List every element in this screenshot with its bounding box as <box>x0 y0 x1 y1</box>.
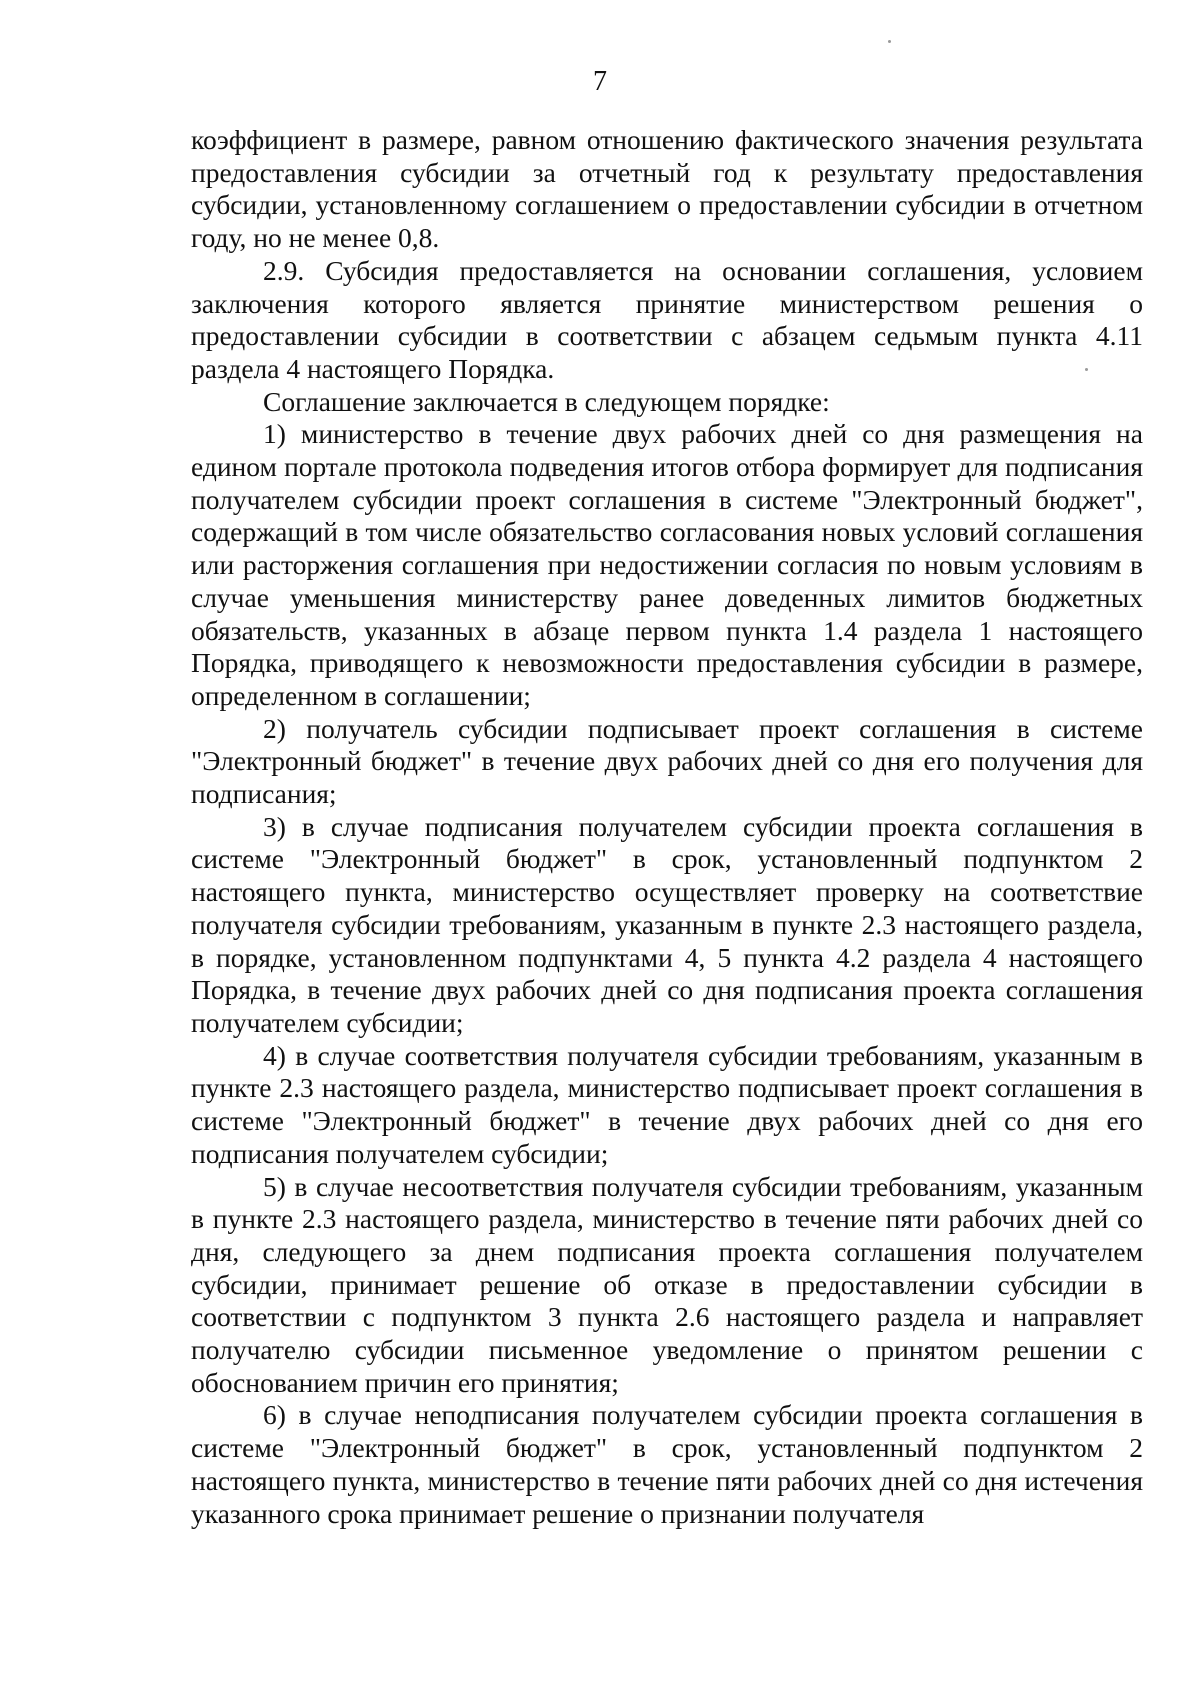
document-body <box>191 124 1143 1530</box>
list-item-5: 5) в случае несоответствия получателя субсидии требованиям, указанным в пункте 2.3 настоящего раздела, министерство в течение пяти рабочих дней со дня, следующего за днем подписания проекта соглашения получателем субсидии, принимает решение об отказе в предоставлении субсидии в соответствии с подпунктом 3 пункта 2.6 настоящего раздела и направляет получателю субсидии письменное уведомление о принятом решении с обоснованием причин его принятия; <box>191 1170 1143 1398</box>
list-item-2: 2) получатель субсидии подписывает проект соглашения в системе "Электронный бюджет" в течение двух рабочих дней со дня его получения для подписания; <box>191 712 1143 810</box>
paragraph-continuation: коэффициент в размере, равном отношению фактического значения результата предоставления субсидии за отчетный год к результату предоставления субсидии, установленному соглашением о предоставлении субсидии в отчетном году, но не менее 0,8. <box>191 124 1143 254</box>
paragraph-agreement-order: Соглашение заключается в следующем порядке: <box>263 385 830 417</box>
paragraph-2-9: 2.9. Субсидия предоставляется на основании соглашения, условием заключения которого является принятие министерством решения о предоставлении субсидии в соответствии с абзацем седьмым пункта 4.11 раздела 4 настоящего Порядка. <box>191 254 1143 384</box>
list-item-4: 4) в случае соответствия получателя субсидии требованиям, указанным в пункте 2.3 настоящего раздела, министерство подписывает проект соглашения в системе "Электронный бюджет" в течение двух рабочих дней со дня его подписания получателем субсидии; <box>191 1039 1143 1169</box>
list-item-3: 3) в случае подписания получателем субсидии проекта соглашения в системе "Электронный бюджет" в срок, установленный подпунктом 2 настоящего пункта, министерство осуществляет проверку на соответствие получателя субсидии требованиям, указанным в пункте 2.3 настоящего раздела, в порядке, установленном подпунктами 4, 5 пункта 4.2 раздела 4 настоящего Порядка, в течение двух рабочих дней со дня подписания проекта соглашения получателем субсидии; <box>191 810 1143 1038</box>
list-item-6: 6) в случае неподписания получателем субсидии проекта соглашения в системе "Электронный бюджет" в срок, установленный подпунктом 2 настоящего пункта, министерство в течение пяти рабочих дней со дня истечения указанного срока принимает решение о признании получателя <box>191 1399 1143 1529</box>
page-number: 7 <box>593 66 607 97</box>
list-item-1: 1) министерство в течение двух рабочих дней со дня размещения на едином портале протокола подведения итогов отбора формирует для подписания получателем субсидии проект соглашения в системе "Электронный бюджет", содержащий в том числе обязательство согласования новых условий соглашения или расторжения соглашения при недостижении согласия по новым условиям в случае уменьшения министерству ранее доведенных лимитов бюджетных обязательств, указанных в абзаце первом пункта 1.4 раздела 1 настоящего Порядка, приводящего к невозможности предоставления субсидии в размере, определенном в соглашении; <box>191 418 1143 711</box>
scan-speck <box>888 40 891 43</box>
